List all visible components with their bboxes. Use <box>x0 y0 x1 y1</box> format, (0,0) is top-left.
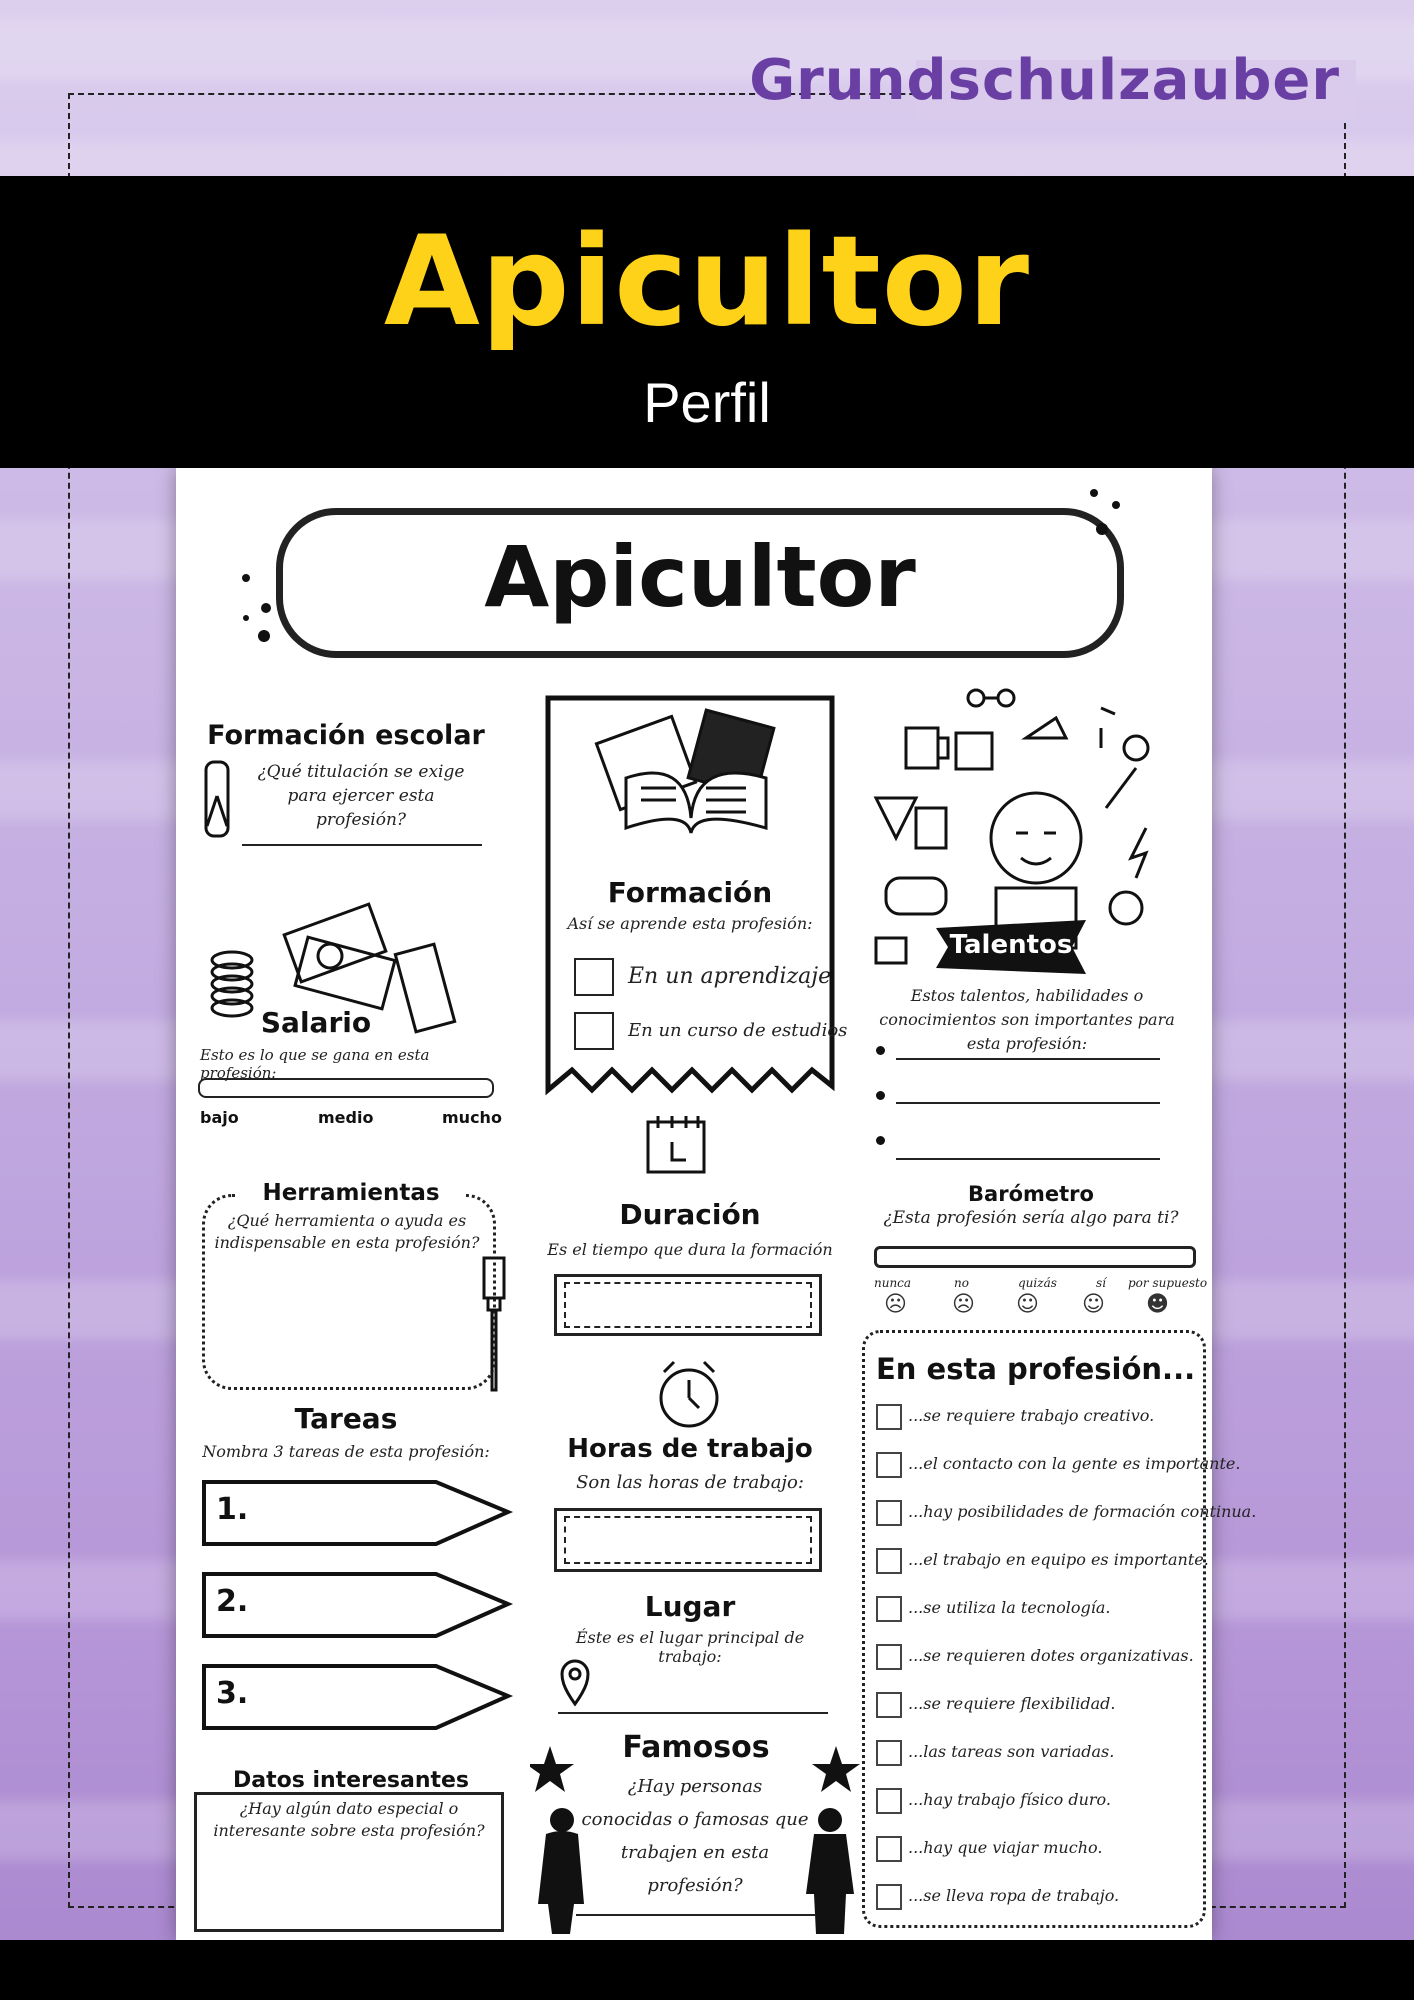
checklist-label: ...hay que viajar mucho. <box>908 1838 1103 1857</box>
bottom-bar <box>0 1940 1414 2000</box>
duration-input-inner <box>564 1282 812 1328</box>
open-book-icon <box>586 708 796 838</box>
checklist-checkbox[interactable] <box>876 1452 902 1478</box>
checklist-item[interactable] <box>876 1688 1201 1736</box>
checklist-checkbox[interactable] <box>876 1500 902 1526</box>
task-1-field[interactable]: 1. <box>216 1492 249 1527</box>
datos-question: ¿Hay algún dato especial o interesante sobre esta profesión? <box>213 1799 485 1840</box>
bullet <box>876 1046 885 1055</box>
checklist-item[interactable] <box>876 1448 1241 1496</box>
checklist-checkbox[interactable] <box>876 1404 902 1430</box>
checklist-checkbox[interactable] <box>876 1692 902 1718</box>
option-apprenticeship-label: En un aprendizaje <box>628 964 832 989</box>
task-3-field[interactable]: 3. <box>216 1676 249 1711</box>
happy-face-icon[interactable]: ☺ <box>1082 1292 1105 1317</box>
famous-answer-line[interactable] <box>576 1914 816 1916</box>
answer-line[interactable] <box>242 844 482 846</box>
talent-line-3[interactable] <box>896 1158 1160 1160</box>
formacion-heading: Formación <box>607 876 773 909</box>
worksheet-title: Apicultor <box>484 528 916 626</box>
barometer-label-2: quizás <box>1018 1276 1057 1290</box>
bullet <box>876 1091 885 1100</box>
salary-high-label: mucho <box>442 1108 502 1127</box>
very-sad-face-icon[interactable]: ☹ <box>884 1292 907 1317</box>
horas-heading: Horas de trabajo <box>567 1434 813 1464</box>
en-esta-checklist <box>876 1400 1257 1928</box>
salary-low-label: bajo <box>200 1108 239 1127</box>
salary-mid-label: medio <box>318 1108 374 1127</box>
herramientas-question: ¿Qué herramienta o ayuda es indispensable en esta profesión? <box>214 1211 480 1252</box>
bullet <box>876 1136 885 1145</box>
very-happy-face-icon[interactable]: ☻ <box>1146 1292 1169 1317</box>
talent-line-2[interactable] <box>896 1102 1160 1104</box>
calendar-icon <box>638 1108 718 1188</box>
en-esta-heading: En esta profesión... <box>876 1352 1196 1386</box>
checklist-item[interactable] <box>876 1496 1257 1544</box>
brand-logo: Grundschulzauber <box>749 48 1340 113</box>
checklist-checkbox[interactable] <box>876 1644 902 1670</box>
talentos-text: Estos talentos, habilidades o conocimientos son importantes para esta profesión: <box>879 986 1175 1053</box>
salario-text: Esto es lo que se gana en esta profesión: <box>200 1046 430 1082</box>
task-2-field[interactable]: 2. <box>216 1584 249 1619</box>
barometer-label-1: no <box>954 1276 969 1290</box>
dots-decoration-icon <box>1076 483 1136 563</box>
checklist-item[interactable] <box>876 1736 1201 1784</box>
formacion-escolar-heading: Formación escolar <box>207 720 485 751</box>
lugar-heading: Lugar <box>644 1590 736 1623</box>
barometro-heading: Barómetro <box>968 1182 1094 1206</box>
tareas-heading: Tareas <box>294 1402 398 1435</box>
checklist-checkbox[interactable] <box>876 1740 902 1766</box>
datos-heading: Datos interesantes <box>232 1768 470 1793</box>
study-course-checkbox[interactable] <box>574 1012 614 1050</box>
dots-decoration-icon <box>236 568 296 648</box>
checklist-checkbox[interactable] <box>876 1884 902 1910</box>
talentos-heading: Talentos <box>949 930 1073 960</box>
duracion-text: Es el tiempo que dura la formación <box>547 1240 833 1259</box>
hours-input-inner <box>564 1516 812 1564</box>
checklist-item[interactable] <box>876 1400 1201 1448</box>
checklist-label: ...se requieren dotes organizativas. <box>908 1646 1194 1665</box>
checklist-checkbox[interactable] <box>876 1596 902 1622</box>
checklist-item[interactable] <box>876 1640 1201 1688</box>
diploma-scroll-icon <box>198 756 242 846</box>
lugar-text: Éste es el lugar principal de trabajo: <box>575 1628 805 1666</box>
barometer-scale-bar[interactable] <box>874 1246 1196 1268</box>
checklist-label: ...las tareas son variadas. <box>908 1742 1115 1761</box>
checklist-label: ...el trabajo en equipo es importante. <box>908 1550 1209 1569</box>
checklist-checkbox[interactable] <box>876 1836 902 1862</box>
checklist-item[interactable] <box>876 1880 1201 1928</box>
barometer-label-3: sí <box>1096 1276 1106 1290</box>
checklist-checkbox[interactable] <box>876 1788 902 1814</box>
duracion-heading: Duración <box>619 1198 761 1231</box>
alarm-clock-icon <box>654 1356 724 1432</box>
talent-line-1[interactable] <box>896 1058 1160 1060</box>
checklist-label: ...se requiere flexibilidad. <box>908 1694 1116 1713</box>
apprenticeship-checkbox[interactable] <box>574 958 614 996</box>
famosos-heading: Famosos <box>622 1730 770 1765</box>
checklist-item[interactable] <box>876 1592 1201 1640</box>
horas-text: Son las horas de trabajo: <box>576 1472 804 1493</box>
checklist-item[interactable] <box>876 1832 1201 1880</box>
checklist-item[interactable] <box>876 1544 1209 1592</box>
checklist-item[interactable] <box>876 1784 1201 1832</box>
banner-title: Apicultor <box>383 210 1031 354</box>
worksheet-page <box>176 468 1257 1940</box>
formacion-escolar-question: ¿Qué titulación se exige para ejercer esta profesión? <box>257 762 465 830</box>
checklist-checkbox[interactable] <box>876 1548 902 1574</box>
checklist-label: ...se lleva ropa de trabajo. <box>908 1886 1120 1905</box>
banner-subtitle: Perfil <box>643 371 771 434</box>
checklist-label: ...hay trabajo físico duro. <box>908 1790 1111 1809</box>
barometer-label-0: nunca <box>874 1276 912 1290</box>
famosos-question: ¿Hay personas conocidas o famosas que trabajen en esta profesión? <box>581 1776 809 1896</box>
checklist-label: ...se utiliza la tecnología. <box>908 1598 1111 1617</box>
location-pin-icon <box>558 1658 592 1708</box>
herramientas-heading: Herramientas <box>236 1180 466 1206</box>
checklist-label: ...se requiere trabajo creativo. <box>908 1406 1155 1425</box>
paintbrush-icon <box>478 1254 512 1394</box>
option-study-course-label: En un curso de estudios <box>628 1020 848 1041</box>
checklist-label: ...el contacto con la gente es importante. <box>908 1454 1241 1473</box>
salary-scale-bar[interactable] <box>198 1078 494 1098</box>
barometro-question: ¿Esta profesión sería algo para ti? <box>883 1208 1179 1228</box>
location-answer-line[interactable] <box>558 1712 828 1714</box>
sad-face-icon[interactable]: ☹ <box>952 1292 975 1317</box>
barometer-label-4: por supuesto <box>1128 1276 1208 1290</box>
tareas-text: Nombra 3 tareas de esta profesión: <box>202 1442 490 1461</box>
checklist-label: ...hay posibilidades de formación continua. <box>908 1502 1257 1521</box>
formacion-text: Así se aprende esta profesión: <box>567 914 813 933</box>
neutral-face-icon[interactable]: ☺ <box>1016 1292 1039 1317</box>
salario-heading: Salario <box>260 1006 372 1039</box>
